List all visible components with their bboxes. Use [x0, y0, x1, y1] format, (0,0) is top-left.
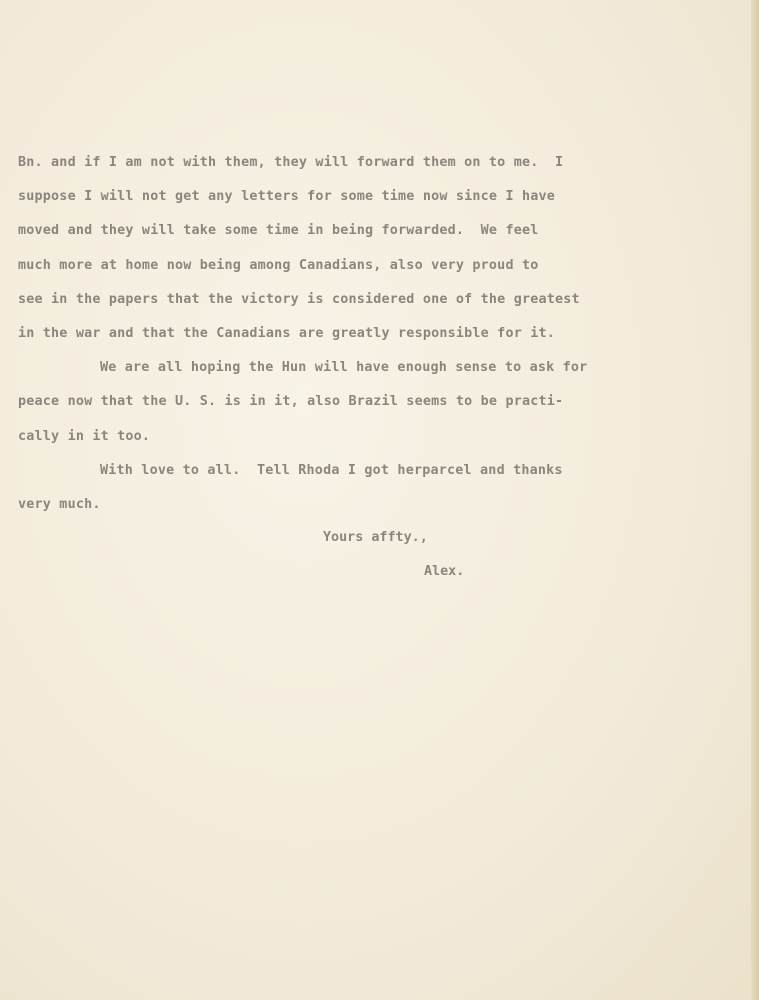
text-line: peace now that the U. S. is in it, also Brazil seems to be practi-	[18, 394, 564, 410]
letter-signature: Alex.	[424, 564, 465, 579]
text-line: Bn. and if I am not with them, they will forward them on to me. I	[18, 155, 564, 170]
text-line: With love to all. Tell Rhoda I got herparcel and thanks	[100, 462, 563, 478]
text-line: suppose I will not get any letters for some time now since I have	[18, 189, 556, 205]
text-line: We are all hoping the Hun will have enough sense to ask for	[100, 360, 588, 376]
letter-closing: Yours affty.,	[323, 530, 428, 545]
text-line: see in the papers that the victory is considered one of the greatest	[18, 291, 580, 307]
text-line: moved and they will take some time in being forwarded. We feel	[18, 223, 539, 239]
text-line: very much.	[18, 496, 101, 512]
text-line: in the war and that the Canadians are greatly responsible for it.	[18, 325, 556, 341]
letter-body	[18, 146, 718, 522]
text-line: much more at home now being among Canadians, also very proud to	[18, 257, 539, 273]
text-line: cally in it too.	[18, 428, 151, 444]
page-edge	[751, 0, 759, 1000]
